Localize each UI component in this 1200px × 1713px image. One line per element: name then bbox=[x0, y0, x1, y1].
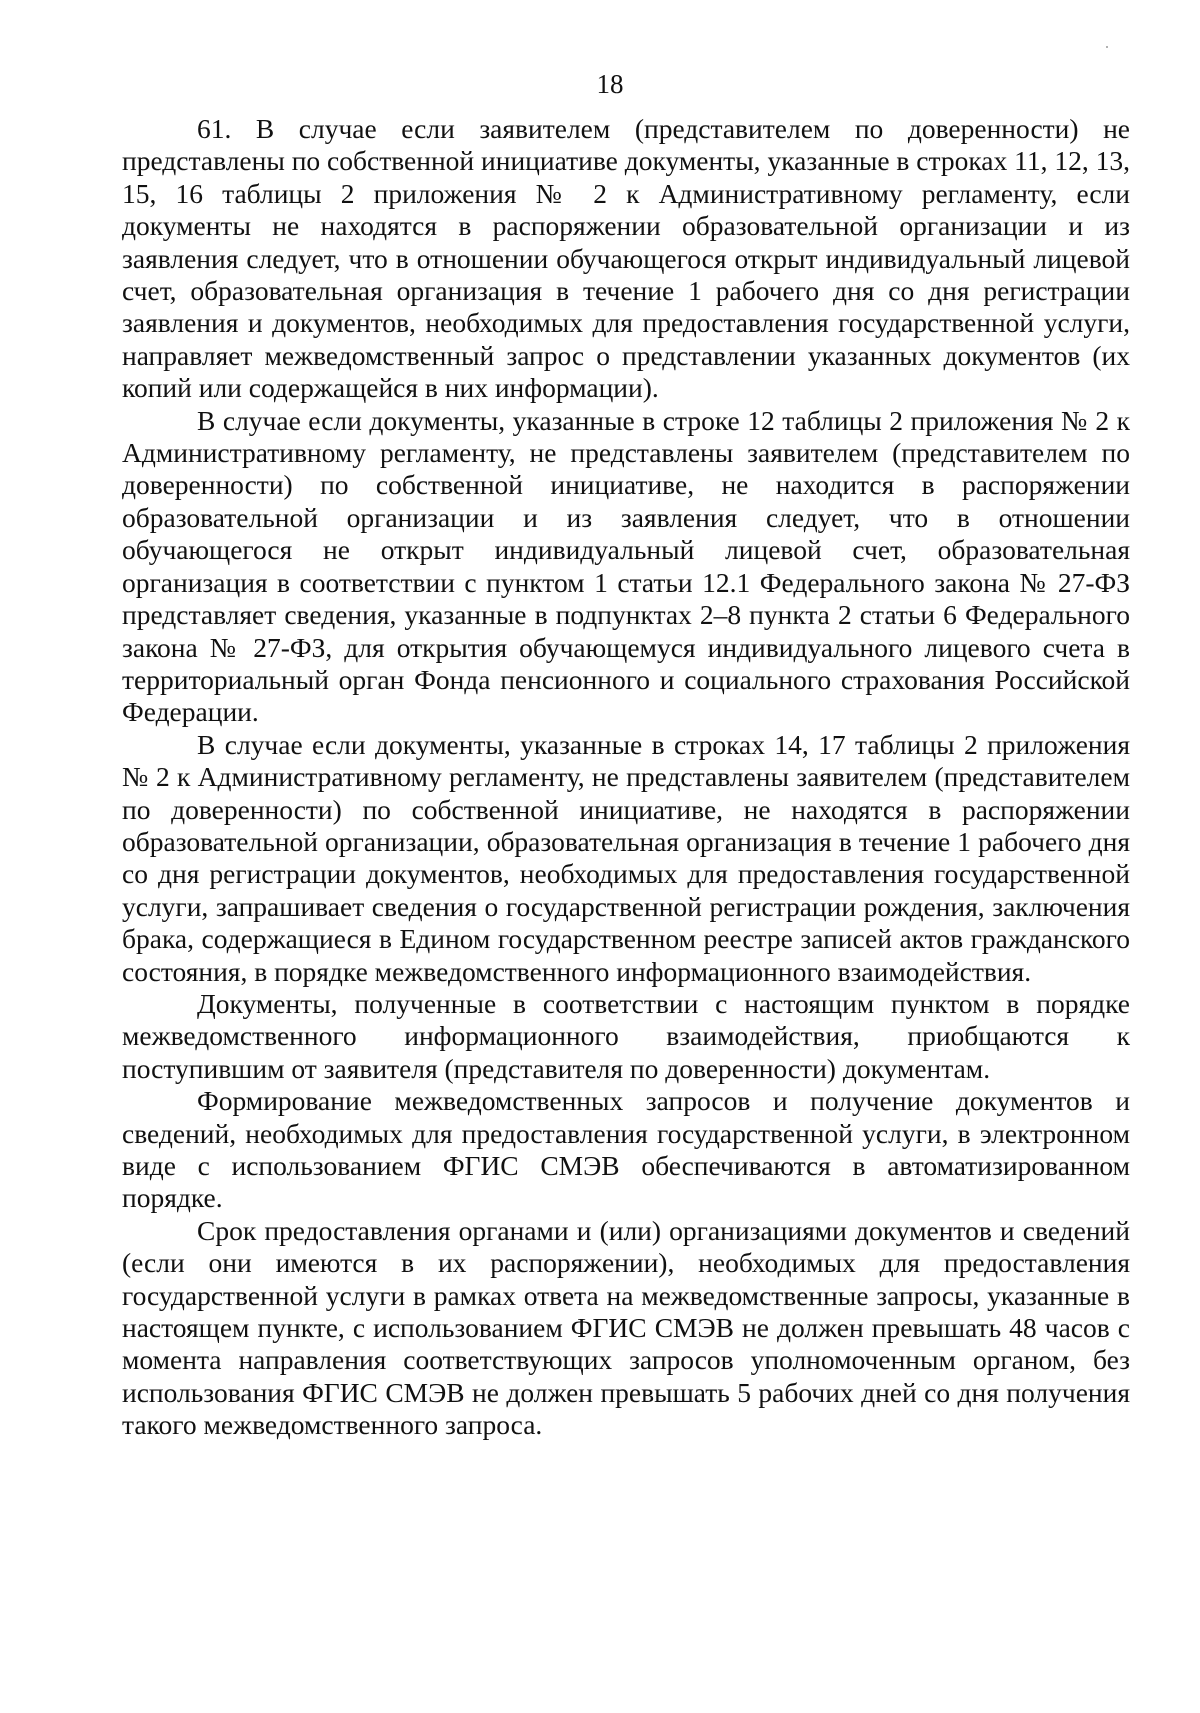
paragraph-individual-account-opening: В случае если документы, указанные в строке 12 таблицы 2 приложения № 2 к Административному регламенту, не представлены заявителем (представителем по доверенности) по собственной инициативе, не находится в распоряжении образовательной организации и из заявления следует, что в отношении обучающегося не открыт индивидуальный лицевой счет, образовательная организация в соответствии с пунктом 1 статьи 12.1 Федерального закона № 27-ФЗ представляет сведения, указанные в подпунктах 2–8 пункта 2 статьи 6 Федерального закона № 27-ФЗ, для открытия обучающемуся индивидуального лицевого счета в территориальный орган Фонда пенсионного и социального страхования Российской Федерации. bbox=[122, 404, 1130, 728]
page-number: 18 bbox=[596, 69, 624, 99]
paragraph-automated-requests: Формирование межведомственных запросов и получение документов и сведений, необходимых для предоставления государственной услуги, в электронном виде с использованием ФГИС СМЭВ обеспечиваются в автоматизированном порядке. bbox=[122, 1085, 1130, 1214]
paragraph-61: 61. В случае если заявителем (представителем по доверенности) не представлены по собственной инициативе документы, указанные в строках 11, 12, 13, 15, 16 таблицы 2 приложения № 2 к Административному регламенту, если документы не находятся в распоряжении образовательной организации и из заявления следует, что в отношении обучающегося открыт индивидуальный лицевой счет, образовательная организация в течение 1 рабочего дня со дня регистрации заявления и документов, необходимых для предоставления государственной услуги, направляет межведомственный запрос о представлении указанных документов (их копий или содержащейся в них информации). bbox=[122, 113, 1130, 404]
scan-speck bbox=[1106, 46, 1108, 48]
document-body bbox=[122, 113, 1130, 1442]
paragraph-civil-registry-request: В случае если документы, указанные в строках 14, 17 таблицы 2 приложения № 2 к Административному регламенту, не представлены заявителем (представителем по доверенности) по собственной инициативе, не находятся в распоряжении образовательной организации, образовательная организация в течение 1 рабочего дня со дня регистрации документов, необходимых для предоставления государственной услуги, запрашивает сведения о государственной регистрации рождения, заключения брака, содержащиеся в Едином государственном реестре записей актов гражданского состояния, в порядке межведомственного информационного взаимодействия. bbox=[122, 728, 1130, 987]
paragraph-documents-attachment: Документы, полученные в соответствии с настоящим пунктом в порядке межведомственного информационного взаимодействия, приобщаются к поступившим от заявителя (представителя по доверенности) документам. bbox=[122, 987, 1130, 1084]
paragraph-response-deadline: Срок предоставления органами и (или) организациями документов и сведений (если они имеются в их распоряжении), необходимых для предоставления государственной услуги в рамках ответа на межведомственные запросы, указанные в настоящем пункте, с использованием ФГИС СМЭВ не должен превышать 48 часов с момента направления соответствующих запросов уполномоченным органом, без использования ФГИС СМЭВ не должен превышать 5 рабочих дней со дня получения такого межведомственного запроса. bbox=[122, 1214, 1130, 1441]
